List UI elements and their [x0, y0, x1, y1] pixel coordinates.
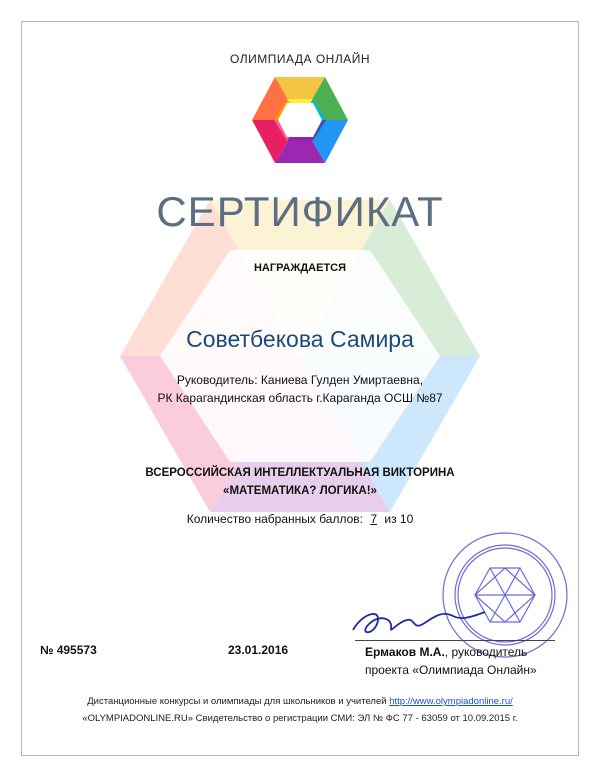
supervisor-line: Руководитель: Каниева Гулден Умиртаевна,: [176, 373, 424, 387]
certificate-number: № 495573: [40, 643, 97, 657]
footer-line1-text: Дистанционные конкурсы и олимпиады для школьников и учителей: [87, 696, 390, 707]
score-max: из 10: [384, 512, 414, 526]
recipient-name: Советбекова Самира: [186, 326, 414, 352]
olympiad-logo-icon: [250, 72, 350, 168]
footer-line2: «OLYMPIADONLINE.RU» Свидетельство о регистрации СМИ: ЭЛ № ФС 77 - 63059 от 10.09.2015 г.: [82, 713, 518, 724]
supervisor-block: [0, 371, 600, 407]
event-title-line1: ВСЕРОССИЙСКАЯ ИНТЕЛЛЕКТУАЛЬНАЯ ВИКТОРИНА: [145, 467, 455, 479]
score-label: Количество набранных баллов:: [186, 512, 364, 526]
signer-block: [365, 643, 537, 679]
school-line: РК Карагандинская область г.Караганда ОСШ №87: [157, 391, 443, 405]
event-block: [0, 464, 600, 500]
footer: [0, 693, 600, 727]
signer-role-part1: , руководитель: [444, 645, 528, 659]
awarded-label: НАГРАЖДАЕТСЯ: [253, 262, 347, 274]
website-link[interactable]: http://www.olympiadonline.ru/: [389, 696, 513, 707]
certificate-date: 23.01.2016: [228, 643, 289, 657]
certificate-title: СЕРТИФИКАТ: [156, 188, 444, 235]
organization-header: ОЛИМПИАДА ОНЛАЙН: [230, 52, 370, 66]
event-title-line2: «МАТЕМАТИКА? ЛОГИКА!»: [223, 485, 377, 497]
score-value: 7: [370, 512, 378, 526]
signer-name: Ермаков М.А.: [365, 645, 445, 659]
signer-role-part2: проекта «Олимпиада Онлайн»: [365, 663, 537, 677]
signature-line: [355, 640, 555, 641]
score-line: [0, 512, 600, 526]
